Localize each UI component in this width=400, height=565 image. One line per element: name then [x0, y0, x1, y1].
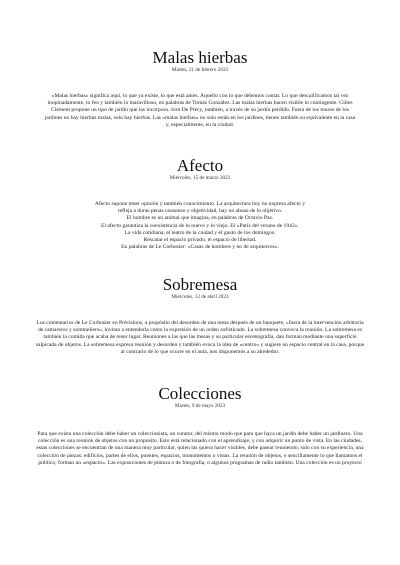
entry-line: La vida cotidiana, el teatro de la ciudad y el gusto de los domingos.	[124, 229, 276, 236]
entry-malas-hierbas	[0, 48, 400, 129]
entry-line: En palabras de Le Corbusier: «Casas de hombres y no de arquitectos».	[121, 244, 279, 251]
entry-body	[40, 201, 360, 251]
entry-line: El afecto garantiza la coexistencia de lo nuevo y lo viejo. El «París del verano de 1942».	[101, 222, 299, 229]
entry-line: Afecto supone tener opinión y también conocimiento. La arquitectura hoy no expresa afecto y	[94, 201, 306, 207]
entry-title: Malas hierbas	[152, 48, 248, 67]
entry-title: Colecciones	[158, 384, 242, 403]
entry-body: Los comentarios de Le Corbusier en Précisions, a propósito del desorden de una mesa después de un banquete, «fuera de la intervención arbitraria de camareros y sommeliers», invitan a entenderla como la expresión de un orden sofisticado. La sobremesa convoca la reunión. La sobremesa es también la comida que acaba de tener lugar. Reuniones a las que las mesas y su particular escenografía, dan forman mediante una superficie salpicada de objetos. La sobremesa expresa reunión y desorden y también evoca la idea de «centro» y sugiere un espacio central en la casa, porque al contrario de lo que ocurre en el aula, nos disponemos a su alrededor.	[35, 320, 365, 355]
entry-afecto	[0, 156, 400, 251]
entry-date: Martes, 9 de mayo 2023	[174, 403, 226, 409]
entry-line: Rescatar el espacio privado, el espacio de libertad.	[143, 237, 257, 244]
entry-line: refleja a duras penas consenso y objetividad, hay un abuso de lo objetivo.	[117, 208, 283, 215]
entry-line: El hombre es un animal que imagina, en palabras de Octavio Paz.	[126, 215, 274, 222]
entry-date: Miércoles, 15 de marzo 2023	[169, 175, 231, 181]
entry-date: Miércoles, 12 de abril 2023	[171, 294, 229, 300]
entry-date: Martes, 21 de febrero 2023	[171, 67, 229, 73]
entry-body: Para que exista una colección debe haber un coleccionista, un curator, del mismo modo que para que haya un jardín debe haber un jardinero. Una colección es una reunión de objetos con un propósito. Esto está relacionado con el aprendizaje, y con adquirir un punto de vista. En las ciudades, estas colecciones se encuentran de una manera muy particular, quien las quiera hacer visibles, debe pasear reuniendo, solo con su experiencia, una colección de piezas: edificios, partes de ellos, puentes, espacios, monumentos o vistas. La reunión de objetos, o sencillamente lo que llamamos el público, forman un «espacio». Las exposiciones de pintura o de fotografía, o algunos programas de radio también. Una colección es un proyecto	[36, 431, 364, 466]
entry-sobremesa	[0, 275, 400, 356]
entry-body: «Malas hierbas» significa aquí, lo que ya existe, lo que está antes. Aquello con lo que debemos contar. Lo que descalificamos tal vez inopinadamente, lo feo y también lo maravilloso, en palabras de Tomás González. Las malas hierbas hacen visible lo contingente. Gilles Clément propone un tipo de jardín que las incorpora. Jorn De Précy, también, a través de su jardín perdido. Fuera de los muros de los jardines no hay hierbas malas, solo hay hierbas. Las «malas hierbas» no solo están en los jardines, tienen también su equivalente en la casa y, especialmente, en la ciudad.	[44, 93, 356, 128]
entry-title: Sobremesa	[162, 275, 238, 294]
entry-colecciones	[0, 384, 400, 467]
entry-title: Afecto	[176, 156, 224, 175]
